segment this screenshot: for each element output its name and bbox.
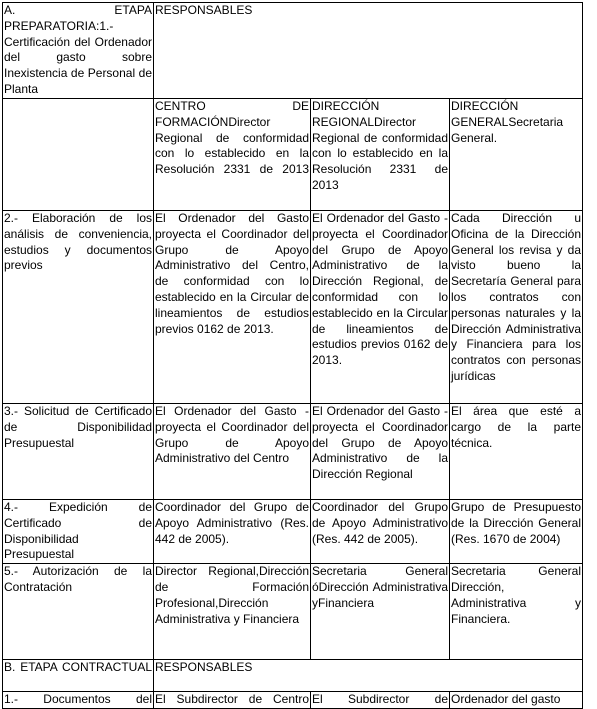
centro-formacion-header-cell: CENTRO DE FORMACIÓNDirector Regional de conformidad con lo establecido en la Resolución 2331 de 2013 [154,99,311,211]
table-cell [3,99,154,211]
table-row [3,3,583,99]
stage-b-heading-cell: B. ETAPA CONTRACTUAL [3,660,154,692]
table-cell: 2.- Elaboración de los análisis de conveniencia, estudios y documentos previos [3,211,154,404]
table-cell: Ordenador del gasto [450,692,583,709]
stage-a-heading-cell: A. ETAPA PREPARATORIA:1.- Certificación del Ordenador del gasto sobre Inexistencia de Personal de Planta [3,3,154,99]
table-cell: El Ordenador del Gasto - proyecta el Coordinador del Grupo de Apoyo Administrativo de la Dirección Regional [311,404,450,500]
table-cell: El Ordenador del Gasto - proyecta el Coordinador del Grupo de Apoyo Administrativo de la Dirección Regional, de conformidad con lo establecido en la Circular de lineamientos de estudios previos 0162 de 2013. [311,211,450,404]
table-cell: 1.- Documentos del [3,692,154,709]
direccion-regional-header-cell: DIRECCIÓN REGIONALDirector Regional de conformidad con lo establecido en la Resolución 2331 de 2013 [311,99,450,211]
table-row [3,660,583,692]
table-cell: Secretaria General óDirección Administrativa yFinanciera [311,564,450,660]
table-cell: 4.- Expedición de Certificado de Disponibilidad Presupuestal [3,500,154,564]
table-row [3,211,583,404]
table-cell: El Ordenador del Gasto proyecta el Coordinador del Grupo de Apoyo Administrativo del Centro, de conformidad con lo establecido en la Circular de lineamientos de estudios previos 0162 de 2013. [154,211,311,404]
table-cell: Secretaria General Dirección, Administrativa y Financiera. [450,564,583,660]
table-row [3,692,583,709]
responsables-table [2,2,583,709]
table-cell: Director Regional,Dirección de Formación Profesional,Dirección Administrativa y Financiera [154,564,311,660]
table-row [3,564,583,660]
responsables-heading-cell: RESPONSABLES [154,660,583,692]
table-cell: El Ordenador del Gasto - proyecta el Coordinador del Grupo de Apoyo Administrativo del Centro [154,404,311,500]
direccion-general-header-cell: DIRECCIÓN GENERALSecretaria General. [450,99,583,211]
table-row [3,404,583,500]
responsables-heading-cell: RESPONSABLES [154,3,583,99]
table-cell: Coordinador del Grupo de Apoyo Administrativo (Res. 442 de 2005). [154,500,311,564]
table-row [3,500,583,564]
table-cell: El Subdirector de [311,692,450,709]
table-cell: El área que esté a cargo de la parte técnica. [450,404,583,500]
table-row [3,99,583,211]
table-cell: 5.- Autorización de la Contratación [3,564,154,660]
table-cell: Grupo de Presupuesto de la Dirección General (Res. 1670 de 2004) [450,500,583,564]
table-cell: 3.- Solicitud de Certificado de Disponibilidad Presupuestal [3,404,154,500]
table-cell: El Subdirector de Centro [154,692,311,709]
table-cell: Coordinador del Grupo de Apoyo Administrativo (Res. 442 de 2005). [311,500,450,564]
table-cell: Cada Dirección u Oficina de la Dirección General los revisa y da visto bueno la Secretaría General para los contratos con personas naturales y la Dirección Administrativa y Financiera para los contratos con personas jurídicas [450,211,583,404]
